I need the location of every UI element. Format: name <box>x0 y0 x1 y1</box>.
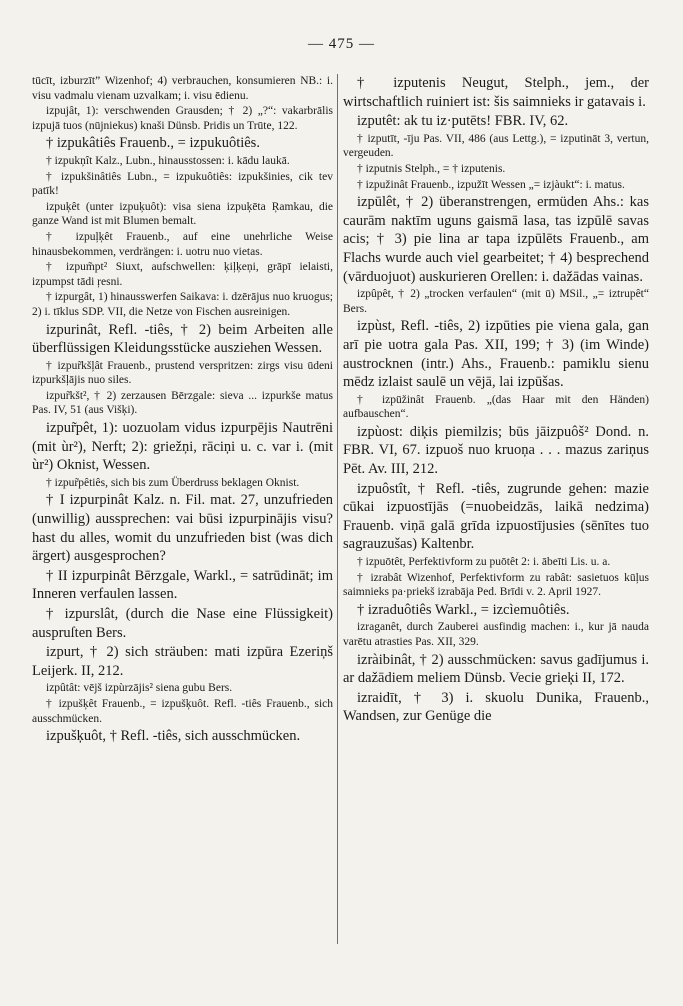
dictionary-entry: izpûtât: vējš izpùrzājis² siena gubu Bers. <box>46 682 233 695</box>
dictionary-entry: † izpum̃pt² Siuxt, aufschwellen: ķiļķeņi, grāpī ielaisti, izpumpst tādi ŗesni. <box>32 261 333 288</box>
dictionary-entry: † izpurgât, 1) hinausswerfen Saikava: i. dzērājus nuo kruogus; 2) i. tīklus SDP. VII, die Netze von Fischen ausreinigen. <box>32 291 333 318</box>
dictionary-entry: † izpušķêt Frauenb., = izpušķuôt. Refl. -tiês Frauenb., sich ausschmücken. <box>32 697 333 725</box>
dictionary-entry: † izpukâtiês Frauenb., = izpukuôtiês. <box>46 135 260 152</box>
page-number: — 475 — <box>308 36 375 52</box>
dictionary-entry: izpuķêt (unter izpuķuôt): visa siena izpuķēta Ŗamkau, die ganze Wand ist mit Blumen bemalt. <box>32 200 333 228</box>
dictionary-entry: † izpur̃pêtiês, sich bis zum Überdruss beklagen Oknist. <box>46 476 300 489</box>
dictionary-entry: izpur̃pêt, 1): uozuolam vidus izpurpējis Nautrēni (mit ùr²), Nerft; 2): griežņi, rāciņi u. c. var i. (mit ùr²) Oknist, Wessen. <box>32 420 333 474</box>
dictionary-entry: izpûpêt, † 2) „trocken verfaulen“ (mit ū) MSil., „= iztrupêt“ Bers. <box>343 288 649 315</box>
dictionary-entry: izpuôstît, † Refl. -tiês, zugrunde gehen: mazie cūkai izpuostījās (=nuobeidzās, laikā nedzima) Frauenb. viņā galā grīda izpuostījusies (sēnītes tuo sagrauzušas) Kaltenbr. <box>343 480 649 553</box>
dictionary-entry: † izputīt, -īju Pas. VII, 486 (aus Lettg.), = izputināt 3, vertun, vergeuden. <box>343 132 649 160</box>
dictionary-entry: † izputnis Stelph., = † izputenis. <box>357 162 506 175</box>
dictionary-entry: izpùost: diķis piemilzis; būs jāizpuôš² Dond. n. FBR. VI, 67. izpuoš nuo kruoņa . . . mazus zariņus Pēt. Av. III, 212. <box>343 423 649 478</box>
dictionary-entry: † izpurslât, (durch die Nase eine Flüssigkeit) auspruſten Bers. <box>32 606 333 641</box>
dictionary-entry: izpurt, † 2) sich sträuben: mati izpūra Ezeriņš Leijerk. II, 212. <box>32 644 333 679</box>
column-divider <box>337 74 338 944</box>
dictionary-entry: † izpūžinât Frauenb. „(das Haar mit den Händen) aufbauschen“. <box>343 393 649 421</box>
dictionary-entry: izraidīt, † 3) i. skuolu Dunika, Frauenb., Wandsen, zur Genüge die <box>343 689 649 725</box>
right-column <box>343 74 649 727</box>
dictionary-entry: izraganêt, durch Zauberei ausfindig machen: i., kur jā nauda varētu atrasties Pas. XII, 329. <box>343 621 649 648</box>
dictionary-entry: † izpukšinâtiês Lubn., = izpukuôtiês: izpukšinies, cik tev patīk! <box>32 170 333 198</box>
dictionary-entry: izputêt: ak tu iz·putēts! FBR. IV, 62. <box>357 113 569 130</box>
left-column <box>32 74 333 747</box>
dictionary-entry: izpur̃kšt², † 2) zerzausen Bērzgale: sieva ... izpurkše matus Pas. IV, 51 (aus Višķi). <box>32 389 333 417</box>
dictionary-entry: tūcīt, izburzīt” Wizenhof; 4) verbrauchen, konsumieren NB.: i. visu vadmalu vienam uzvalkam; i. visu ēdienu. <box>32 75 333 102</box>
dictionary-entry: izpùst, Refl. -tiês, 2) izpūties pie viena gala, gan arī pie uotra gala Pas. XII, 199; † 3) (im Winde) austrocknen (intr.) Ahs., Frauenb.: pamiklu sienu mēdz izlaist saulē un vējā, lai izpūšas. <box>343 318 649 391</box>
dictionary-entry: izpujât, 1): verschwenden Grausden; † 2) „?“: vakarbrālis izpujā tuos (nūjniekus) knaši Dünsb. Pridis un Trūte, 122. <box>32 105 333 132</box>
dictionary-entry: izràibinât, † 2) ausschmücken: savus gadījumus i. ar dažādiem meliem Dünsb. Vecie grieķi II, 172. <box>343 651 649 687</box>
dictionary-entry: † izpuļķêt Frauenb., auf eine unehrliche Weise hinausbekommen, verdrängen: i. uotru nuo vietas. <box>32 230 333 258</box>
dictionary-entry: † izpukņît Kalz., Lubn., hinausstossen: i. kādu laukā. <box>46 154 290 167</box>
dictionary-entry: † izpuōtêt, Perfektivform zu puōtêt 2: i. ābeīti Lis. u. a. <box>357 556 611 569</box>
dictionary-entry: † izpužinât Frauenb., izpužīt Wessen „= izjàukt“: i. matus. <box>357 178 625 191</box>
dictionary-entry: † I izpurpinât Kalz. n. Fil. mat. 27, unzufrieden (unwillig) aussprechen: vai būsi izpurpinājis visu? hast du alles, womit du unzufrieden bist (was dich ärgert) ausgesprochen? <box>32 492 333 565</box>
dictionary-entry: † II izpurpinât Bērzgale, Warkl., = satrūdināt; im Inneren verfaulen lassen. <box>32 567 333 603</box>
dictionary-entry: † izputenis Neugut, Stelph., jem., der wirtschaftlich ruiniert ist: šis saimnieks ir gatavais i. <box>343 75 649 110</box>
dictionary-entry: izpūlêt, † 2) überanstrengen, ermüden Ahs.: kas caurām naktīm uguns gaismā lasa, tas izpūlē savas acis; † 3) pie lina ar tapa izpūlēts Frauenb., am Flachs wurde auch viel gearbeitet; † 4) besprechend (vārduojuot) auskurieren Orellen: i. dažādas vainas. <box>343 194 649 285</box>
dictionary-entry: izpušķuôt, † Refl. -tiês, sich ausschmücken. <box>46 728 301 745</box>
dictionary-entry: † izrabât Wizenhof, Perfektivform zu rabât: sasietuos kūļus saimnieks pa·priekš izrabāja Ped. Brīdi v. 2. April 1927. <box>343 571 649 599</box>
dictionary-entry: † izpur̃kšļât Frauenb., prustend verspritzen: zirgs visu ūdeni izpurkšļājis nuo siles. <box>32 359 333 387</box>
dictionary-entry: izpurinât, Refl. -tiês, † 2) beim Arbeiten alle überflüssigen Kleidungsstücke ausziehen Wessen. <box>32 321 333 357</box>
dictionary-entry: † izraduôtiês Warkl., = izcìemuôtiês. <box>357 601 570 618</box>
